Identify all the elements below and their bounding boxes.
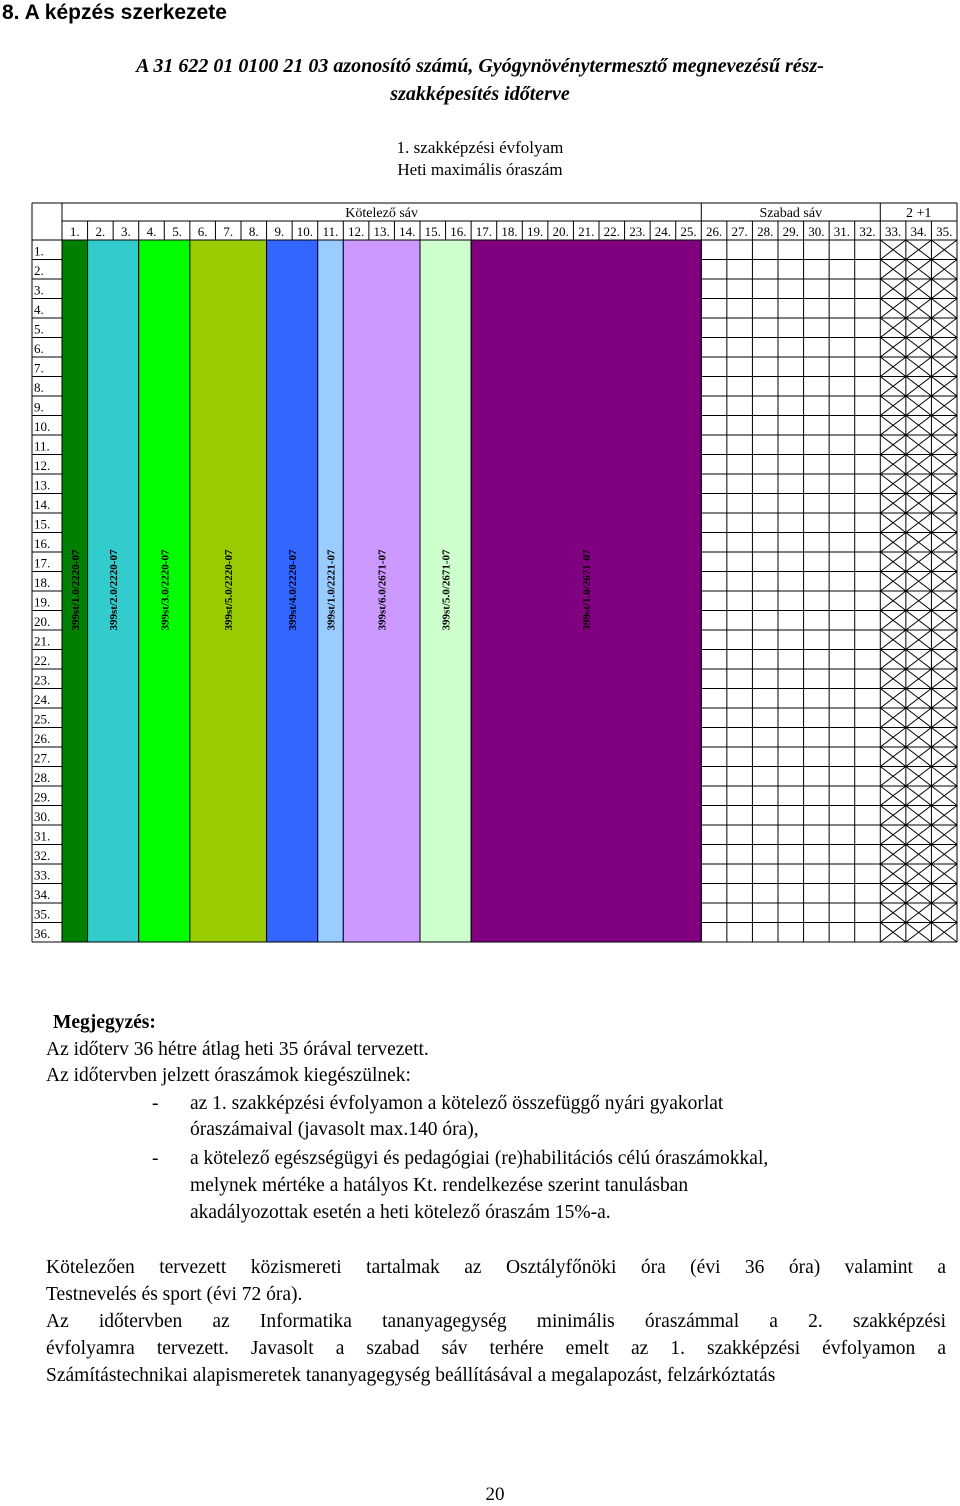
subject-code-label-9: 399st/1.0/2671-07 — [581, 549, 594, 631]
subject-code-label-4: 399st/5.0/2220-07 — [223, 549, 236, 631]
subject-code-label-1: 399st/1.0/2220-07 — [69, 549, 82, 631]
column-number-22: 22. — [603, 224, 620, 239]
row-number-18: 18. — [34, 575, 51, 590]
column-number-35: 35. — [936, 224, 953, 239]
row-number-8: 8. — [34, 380, 44, 395]
column-number-16: 16. — [450, 224, 467, 239]
column-number-6: 6. — [197, 224, 208, 239]
column-number-26: 26. — [705, 224, 723, 239]
column-number-2: 2. — [95, 224, 106, 239]
grade-subtitle: 1. szakképzési évfolyam — [396, 138, 564, 157]
note-line-2: Az időtervben jelzett óraszámok kiegészülnek: — [46, 1065, 411, 1086]
column-number-32: 32. — [859, 224, 876, 239]
column-number-12: 12. — [347, 224, 365, 239]
row-number-7: 7. — [34, 360, 44, 376]
column-number-10: 10. — [296, 224, 314, 239]
column-number-9: 9. — [274, 224, 285, 239]
row-number-34: 34. — [34, 887, 51, 902]
row-number-36: 36. — [34, 926, 51, 941]
row-number-25: 25. — [34, 711, 51, 727]
row-number-5: 5. — [34, 321, 44, 337]
row-number-9: 9. — [34, 399, 44, 415]
column-number-25: 25. — [680, 224, 697, 239]
note-item-2-line-3: akadályozottak esetén a heti kötelező óraszám 15%-a. — [190, 1202, 611, 1223]
row-number-31: 31. — [34, 828, 51, 844]
column-number-19: 19. — [526, 224, 544, 239]
row-number-15: 15. — [34, 516, 51, 532]
column-number-29: 29. — [782, 224, 799, 239]
column-number-30: 30. — [808, 224, 825, 239]
row-number-23: 23. — [34, 672, 51, 688]
paragraph-2-line-2: évfolyamra tervezett. Javasolt a szabad sáv terhére emelt az 1. szakképzési évfolyamon a — [46, 1338, 946, 1359]
mandatory-band-header: Kötelező sáv — [345, 206, 418, 221]
row-number-1: 1. — [34, 243, 44, 259]
column-number-28: 28. — [757, 224, 774, 239]
row-number-2: 2. — [34, 263, 44, 278]
row-number-29: 29. — [34, 789, 51, 805]
column-number-11: 11. — [322, 224, 339, 239]
row-number-11: 11. — [34, 438, 50, 454]
note-item-2-line-1: a kötelező egészségügyi és pedagógiai (re)habilitációs célú óraszámokkal, — [190, 1148, 769, 1169]
row-number-28: 28. — [34, 770, 51, 785]
row-number-21: 21. — [34, 633, 51, 649]
column-number-14: 14. — [399, 224, 416, 239]
subject-code-label-5: 399st/4.0/2220-07 — [287, 549, 300, 631]
column-number-21: 21. — [578, 224, 595, 239]
column-number-15: 15. — [424, 224, 441, 239]
column-number-18: 18. — [501, 224, 518, 239]
column-number-17: 17. — [475, 224, 493, 239]
row-number-32: 32. — [34, 848, 51, 863]
free-band-header: Szabad sáv — [759, 206, 823, 221]
paragraph-1-line-2: Testnevelés és sport (évi 72 óra). — [46, 1284, 303, 1305]
column-number-8: 8. — [248, 224, 259, 239]
column-number-33: 33. — [884, 224, 902, 239]
column-number-23: 23. — [629, 224, 646, 239]
notes-heading: Megjegyzés: — [53, 1012, 156, 1033]
row-number-14: 14. — [34, 497, 51, 512]
subject-code-label-2: 399st/2.0/2220-07 — [108, 549, 121, 631]
note-item-1-line-1: az 1. szakképzési évfolyamon a kötelező összefüggő nyári gyakorlat — [190, 1093, 724, 1114]
column-number-5: 5. — [172, 224, 182, 239]
column-number-20: 20. — [552, 224, 569, 239]
row-number-13: 13. — [34, 477, 51, 493]
column-number-13: 13. — [373, 224, 390, 239]
subject-code-label-7: 399st/6.0/2671-07 — [376, 549, 389, 631]
row-number-6: 6. — [34, 341, 44, 356]
row-number-4: 4. — [34, 302, 44, 317]
row-number-17: 17. — [34, 555, 51, 571]
column-number-34: 34. — [910, 224, 927, 239]
weekly-hours-subtitle: Heti maximális óraszám — [397, 160, 563, 179]
row-number-24: 24. — [34, 692, 51, 707]
row-number-35: 35. — [34, 906, 51, 922]
row-number-3: 3. — [34, 282, 44, 298]
column-number-7: 7. — [223, 224, 234, 239]
paragraph-2-line-3: Számítástechnikai alapismeretek tananyagegység beállításával a megalapozást, felzárkóztatás — [46, 1365, 776, 1386]
row-number-10: 10. — [34, 419, 51, 434]
column-number-31: 31. — [833, 224, 851, 239]
row-number-33: 33. — [34, 867, 51, 883]
paragraph-1-line-1: Kötelezően tervezett közismereti tartalmak az Osztályfőnöki óra (évi 36 óra) valamint a — [46, 1257, 946, 1278]
section-title: 8. A képzés szerkezete — [2, 1, 227, 24]
document-title-line-1: A 31 622 01 0100 21 03 azonosító számú, Gyógynövénytermesztő megnevezésű rész- — [136, 55, 824, 77]
column-number-27: 27. — [731, 224, 748, 239]
note-item-1-line-2: óraszámaival (javasolt max.140 óra), — [190, 1119, 479, 1140]
row-number-22: 22. — [34, 653, 51, 668]
page-number: 20 — [485, 1484, 505, 1505]
extra-hours-header: 2 +1 — [905, 206, 932, 221]
row-number-27: 27. — [34, 750, 51, 766]
column-number-3: 3. — [121, 224, 131, 239]
document-title-line-2: szakképesítés időterve — [390, 83, 570, 105]
column-number-4: 4. — [146, 224, 157, 239]
paragraph-2-line-1: Az időtervben az Informatika tananyagegység minimális óraszámmal a 2. szakképzési — [46, 1311, 946, 1332]
bullet-dash-2: - — [152, 1148, 159, 1169]
subject-code-label-6: 399st/1.0/2221-07 — [325, 549, 338, 631]
row-number-30: 30. — [34, 809, 51, 824]
bullet-dash-1: - — [152, 1093, 159, 1114]
row-number-12: 12. — [34, 458, 51, 473]
note-item-2-line-2: melynek mértéke a hatályos Kt. rendelkezése szerint tanulásban — [190, 1175, 689, 1196]
note-line-1: Az időterv 36 hétre átlag heti 35 órával tervezett. — [46, 1039, 429, 1060]
row-number-19: 19. — [34, 594, 51, 610]
row-number-16: 16. — [34, 536, 51, 551]
row-number-20: 20. — [34, 614, 51, 629]
row-number-26: 26. — [34, 731, 51, 746]
column-number-1: 1. — [69, 224, 80, 239]
subject-code-label-3: 399st/3.0/2220-07 — [159, 549, 172, 631]
column-number-24: 24. — [654, 224, 672, 239]
subject-code-label-8: 399st/5.0/2671-07 — [440, 549, 453, 631]
